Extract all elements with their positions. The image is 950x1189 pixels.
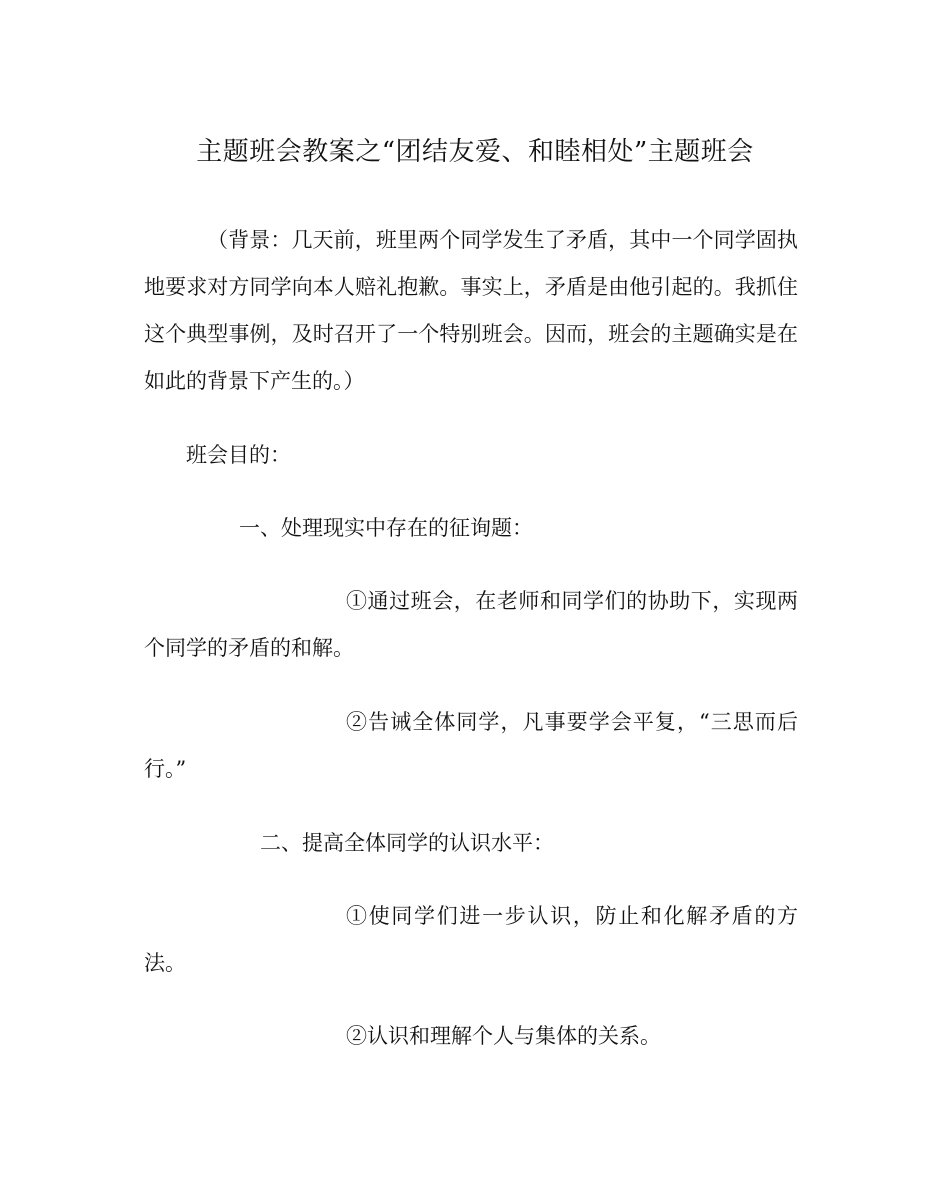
section-1-item-2: ②告诫全体同学，凡事要学会平复，“三思而后行。”: [144, 710, 798, 781]
section-2-item-1: ①使同学们进一步认识，防止和化解矛盾的方法。: [144, 904, 798, 975]
section-1-item-1: ①通过班会，在老师和同学们的协助下，实现两个同学的矛盾的和解。: [144, 589, 798, 660]
section-1-heading: 一、处理现实中存在的征询题：: [239, 516, 533, 540]
background-paragraph: （背景：几天前，班里两个同学发生了矛盾，其中一个同学固执地要求对方同学向本人赔礼抱歉。事实上，矛盾是由他引起的。我抓住这个典型事例，及时召开了一个特别班会。因而，班会的主题确实是在如此的背景下产生的。）: [144, 228, 798, 393]
page-title: 主题班会教案之“团结友爱、和睦相处”主题班会: [196, 137, 754, 167]
purpose-label: 班会目的：: [186, 443, 291, 467]
section-2-item-2: ②认识和理解个人与集体的关系。: [346, 1024, 661, 1048]
section-2-heading: 二、提高全体同学的认识水平：: [260, 831, 554, 855]
